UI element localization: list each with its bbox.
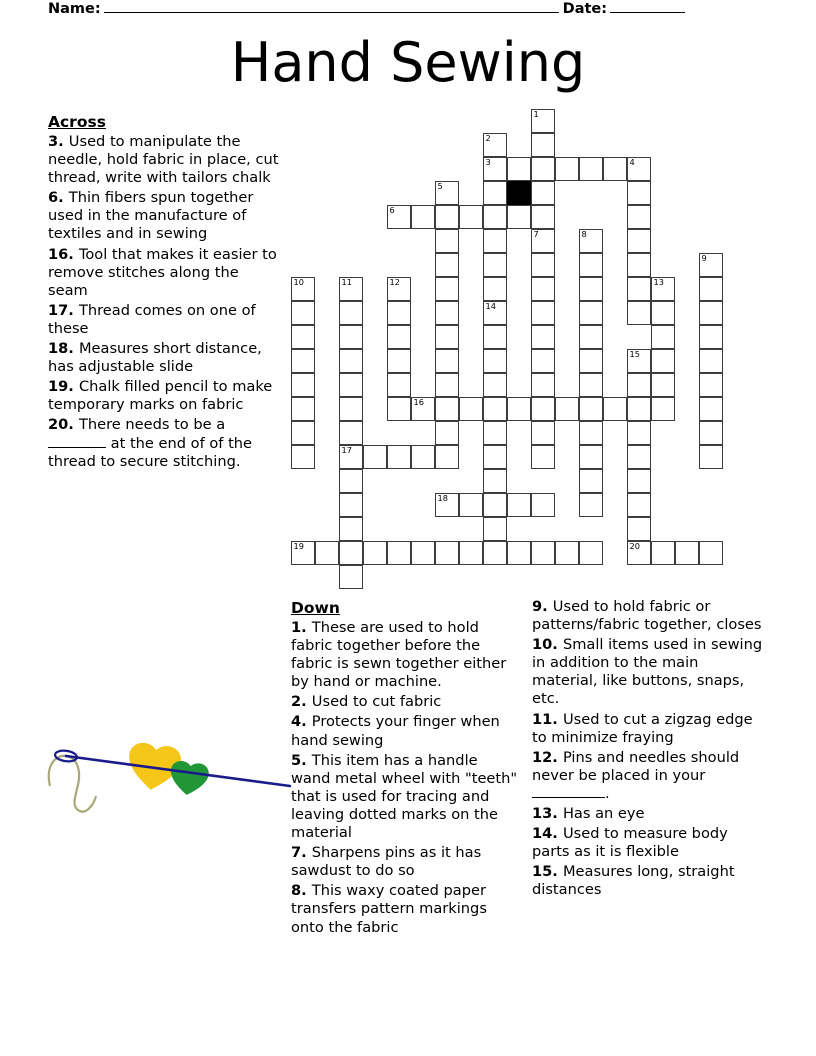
grid-cell[interactable] xyxy=(531,157,555,181)
name-blank-line[interactable] xyxy=(104,0,559,13)
grid-cell[interactable] xyxy=(579,301,603,325)
grid-cell[interactable] xyxy=(627,253,651,277)
clue-answer-blank[interactable] xyxy=(532,786,605,798)
grid-cell[interactable] xyxy=(627,493,651,517)
down-clue-5 xyxy=(291,752,521,842)
grid-cell[interactable] xyxy=(291,421,315,445)
grid-cell[interactable] xyxy=(291,373,315,397)
grid-cell[interactable] xyxy=(627,373,651,397)
grid-cell-number: 10 xyxy=(293,277,304,287)
grid-cell[interactable] xyxy=(339,517,363,541)
grid-cell[interactable] xyxy=(387,325,411,349)
grid-cell-number: 12 xyxy=(389,277,400,287)
grid-cell[interactable] xyxy=(579,277,603,301)
grid-cell[interactable] xyxy=(627,157,651,181)
grid-cell[interactable] xyxy=(507,205,531,229)
grid-cell[interactable] xyxy=(699,445,723,469)
grid-cell[interactable] xyxy=(339,325,363,349)
across-clue-16 xyxy=(48,246,280,300)
grid-cell[interactable] xyxy=(531,277,555,301)
grid-cell-number: 6 xyxy=(389,205,395,215)
grid-cell-number: 19 xyxy=(293,541,304,551)
grid-cell-number: 5 xyxy=(437,181,443,191)
grid-cell[interactable] xyxy=(531,421,555,445)
grid-cell[interactable] xyxy=(699,301,723,325)
grid-cell[interactable] xyxy=(651,277,675,301)
grid-cell[interactable] xyxy=(387,205,411,229)
clue-number: 20. xyxy=(48,416,79,434)
grid-cell[interactable] xyxy=(531,325,555,349)
down-clue-14 xyxy=(532,825,768,861)
clue-text: Used to measure body parts as it is flexible xyxy=(532,825,728,861)
grid-cell[interactable] xyxy=(531,133,555,157)
grid-cell[interactable] xyxy=(555,157,579,181)
grid-cell[interactable] xyxy=(363,445,387,469)
grid-cell[interactable] xyxy=(483,301,507,325)
grid-cell[interactable] xyxy=(411,445,435,469)
grid-cell[interactable] xyxy=(651,541,675,565)
grid-cell-number: 14 xyxy=(485,301,496,311)
down-clue-13 xyxy=(532,805,768,823)
down-clues-section-col2 xyxy=(532,598,768,902)
grid-cell[interactable] xyxy=(603,157,627,181)
grid-cell[interactable] xyxy=(579,349,603,373)
grid-cell[interactable] xyxy=(651,373,675,397)
grid-cell[interactable] xyxy=(627,349,651,373)
grid-cell[interactable] xyxy=(387,349,411,373)
grid-cell[interactable] xyxy=(627,517,651,541)
clue-text: There needs to be a xyxy=(78,416,226,434)
across-clues-section xyxy=(48,112,280,473)
grid-cell[interactable] xyxy=(579,445,603,469)
down-clue-11 xyxy=(532,711,768,747)
grid-cell[interactable] xyxy=(435,181,459,205)
grid-cell-number: 16 xyxy=(413,397,424,407)
needle-and-hearts-illustration xyxy=(44,726,294,838)
grid-cell[interactable] xyxy=(339,541,363,565)
down-clue-12 xyxy=(532,749,768,803)
clue-text: Used to cut fabric xyxy=(311,693,442,711)
grid-cell[interactable] xyxy=(435,421,459,445)
clue-number: 15. xyxy=(532,863,563,881)
grid-cell[interactable] xyxy=(291,445,315,469)
clue-number: 16. xyxy=(48,245,79,263)
grid-cell[interactable] xyxy=(627,205,651,229)
grid-cell[interactable] xyxy=(579,229,603,253)
grid-cell[interactable] xyxy=(483,373,507,397)
grid-cell[interactable] xyxy=(531,109,555,133)
grid-cell[interactable] xyxy=(531,229,555,253)
grid-cell[interactable] xyxy=(483,181,507,205)
clue-text: Thread comes on one of these xyxy=(48,301,256,337)
grid-cell[interactable] xyxy=(483,253,507,277)
grid-cell[interactable] xyxy=(507,493,531,517)
grid-cell-number: 2 xyxy=(485,133,491,143)
grid-cell-number: 20 xyxy=(629,541,640,551)
name-date-bar xyxy=(48,0,768,26)
grid-cell[interactable] xyxy=(531,397,555,421)
name-label: Name: xyxy=(48,1,101,17)
grid-cell[interactable] xyxy=(579,541,603,565)
grid-cell[interactable] xyxy=(627,397,651,421)
grid-cell[interactable] xyxy=(483,541,507,565)
grid-cell[interactable] xyxy=(483,349,507,373)
grid-cell[interactable] xyxy=(699,349,723,373)
grid-cell-number: 18 xyxy=(437,493,448,503)
clue-number: 3. xyxy=(48,133,69,150)
date-label: Date: xyxy=(562,1,608,17)
grid-cell[interactable] xyxy=(579,469,603,493)
down-clue-8 xyxy=(291,882,521,936)
down-clue-4 xyxy=(291,713,521,749)
grid-cell[interactable] xyxy=(579,397,603,421)
grid-cell[interactable] xyxy=(627,421,651,445)
grid-cell[interactable] xyxy=(435,445,459,469)
grid-cell[interactable] xyxy=(435,229,459,253)
page-title: Hand Sewing xyxy=(230,31,586,94)
grid-cell[interactable] xyxy=(483,445,507,469)
grid-cell[interactable] xyxy=(411,205,435,229)
grid-cell[interactable] xyxy=(579,157,603,181)
clue-number: 6. xyxy=(48,189,69,207)
grid-cell-number: 11 xyxy=(341,277,352,287)
grid-cell-number: 15 xyxy=(629,349,640,359)
clue-text: Chalk filled pencil to make temporary marks on fabric xyxy=(48,378,273,414)
clue-text-continued: . xyxy=(605,784,610,802)
grid-cell[interactable] xyxy=(627,301,651,325)
grid-cell[interactable] xyxy=(411,541,435,565)
grid-cell[interactable] xyxy=(579,253,603,277)
clue-number: 17. xyxy=(48,301,79,319)
grid-cell[interactable] xyxy=(435,541,459,565)
clue-text: Used to cut a zigzag edge to minimize fraying xyxy=(532,710,753,746)
grid-cell-number: 4 xyxy=(629,157,635,167)
down-clue-list-col2 xyxy=(532,598,768,900)
grid-cell[interactable] xyxy=(387,397,411,421)
grid-cell[interactable] xyxy=(531,253,555,277)
grid-cell[interactable] xyxy=(627,469,651,493)
grid-cell[interactable] xyxy=(507,397,531,421)
grid-cell[interactable] xyxy=(699,253,723,277)
grid-cell[interactable] xyxy=(291,397,315,421)
grid-cell[interactable] xyxy=(627,229,651,253)
grid-cell[interactable] xyxy=(507,157,531,181)
clue-number: 2. xyxy=(291,693,312,711)
grid-cell[interactable] xyxy=(483,469,507,493)
grid-cell[interactable] xyxy=(291,325,315,349)
grid-cell[interactable] xyxy=(339,421,363,445)
grid-cell[interactable] xyxy=(459,205,483,229)
clue-text-continued: at the end of of the thread to secure stitching. xyxy=(48,434,253,470)
grid-cell[interactable] xyxy=(555,541,579,565)
grid-cell-number: 7 xyxy=(533,229,539,239)
grid-cell[interactable] xyxy=(435,349,459,373)
grid-cell[interactable] xyxy=(531,493,555,517)
green-heart-icon xyxy=(168,760,210,798)
grid-cell[interactable] xyxy=(507,541,531,565)
grid-cell[interactable] xyxy=(699,277,723,301)
grid-cell[interactable] xyxy=(627,445,651,469)
across-clue-19 xyxy=(48,378,280,414)
clue-number: 18. xyxy=(48,340,79,358)
grid-cell[interactable] xyxy=(579,421,603,445)
grid-cell[interactable] xyxy=(339,397,363,421)
grid-cell[interactable] xyxy=(531,349,555,373)
grid-cell[interactable] xyxy=(531,373,555,397)
grid-cell[interactable] xyxy=(435,301,459,325)
clue-text: Thin fibers spun together used in the manufacture of textiles and in sewing xyxy=(48,189,254,243)
grid-cell[interactable] xyxy=(651,397,675,421)
clue-text: Pins and needles should never be placed in your xyxy=(532,748,740,784)
grid-cell[interactable] xyxy=(459,493,483,517)
grid-cell[interactable] xyxy=(627,181,651,205)
grid-cell[interactable] xyxy=(531,301,555,325)
grid-cell[interactable] xyxy=(291,301,315,325)
date-blank-line[interactable] xyxy=(610,0,685,13)
grid-cell[interactable] xyxy=(651,301,675,325)
grid-cell[interactable] xyxy=(459,541,483,565)
grid-cell[interactable] xyxy=(435,325,459,349)
grid-cell[interactable] xyxy=(483,397,507,421)
grid-cell[interactable] xyxy=(627,277,651,301)
grid-cell[interactable] xyxy=(531,541,555,565)
clue-text: Used to manipulate the needle, hold fabric in place, cut thread, write with tailors chalk xyxy=(48,133,279,187)
across-clue-6 xyxy=(48,189,280,243)
clue-number: 9. xyxy=(532,598,553,615)
clue-number: 14. xyxy=(532,825,563,843)
clue-text: Measures long, straight distances xyxy=(532,863,735,899)
clue-number: 11. xyxy=(532,710,563,728)
grid-cell[interactable] xyxy=(531,181,555,205)
grid-cell[interactable] xyxy=(699,325,723,349)
grid-cell[interactable] xyxy=(339,565,363,589)
grid-cell[interactable] xyxy=(435,253,459,277)
grid-cell[interactable] xyxy=(699,421,723,445)
across-clue-3 xyxy=(48,133,280,187)
grid-cell[interactable] xyxy=(483,325,507,349)
grid-cell-number: 1 xyxy=(533,109,539,119)
clue-number: 10. xyxy=(532,636,563,654)
grid-cell[interactable] xyxy=(339,301,363,325)
grid-cell[interactable] xyxy=(435,277,459,301)
grid-cell[interactable] xyxy=(483,205,507,229)
down-clue-2 xyxy=(291,693,521,711)
down-heading: Down xyxy=(291,599,340,617)
grid-cell[interactable] xyxy=(579,493,603,517)
grid-cell[interactable] xyxy=(387,541,411,565)
grid-cell[interactable] xyxy=(339,469,363,493)
grid-cell[interactable] xyxy=(339,277,363,301)
clue-text: Measures short distance, has adjustable slide xyxy=(48,340,262,376)
clue-number: 13. xyxy=(532,805,563,823)
grid-cell[interactable] xyxy=(483,421,507,445)
clue-number: 4. xyxy=(291,713,312,731)
grid-cell[interactable] xyxy=(651,325,675,349)
grid-cell[interactable] xyxy=(483,157,507,181)
grid-block-cell xyxy=(507,181,531,205)
clue-text: These are used to hold fabric together before the fabric is sewn together either by hand or machine. xyxy=(291,619,507,691)
grid-cell[interactable] xyxy=(387,301,411,325)
grid-cell[interactable] xyxy=(291,277,315,301)
grid-cell[interactable] xyxy=(339,445,363,469)
grid-cell[interactable] xyxy=(363,541,387,565)
grid-cell[interactable] xyxy=(651,349,675,373)
grid-cell[interactable] xyxy=(699,373,723,397)
grid-cell[interactable] xyxy=(483,493,507,517)
clue-number: 19. xyxy=(48,378,79,396)
grid-cell[interactable] xyxy=(699,541,723,565)
clue-text: Tool that makes it easier to remove stitches along the seam xyxy=(48,245,277,299)
down-clue-10 xyxy=(532,636,768,708)
grid-cell-number: 17 xyxy=(341,445,352,455)
clue-number: 1. xyxy=(291,619,312,636)
grid-cell[interactable] xyxy=(387,373,411,397)
grid-cell[interactable] xyxy=(387,277,411,301)
grid-cell-number: 3 xyxy=(485,157,491,167)
crossword-grid[interactable] xyxy=(291,109,747,589)
thread-path xyxy=(49,756,96,812)
grid-cell[interactable] xyxy=(291,541,315,565)
down-clues-section-col1 xyxy=(291,598,521,939)
across-clue-20 xyxy=(48,416,280,470)
grid-cell[interactable] xyxy=(339,493,363,517)
grid-cell[interactable] xyxy=(555,397,579,421)
clue-number: 7. xyxy=(291,844,312,862)
grid-cell[interactable] xyxy=(699,397,723,421)
clue-text: Used to hold fabric or patterns/fabric together, closes xyxy=(532,598,762,634)
clue-text: Small items used in sewing in addition to the main material, like buttons, snaps, etc. xyxy=(532,636,763,708)
grid-cell[interactable] xyxy=(483,517,507,541)
across-clue-17 xyxy=(48,302,280,338)
grid-cell[interactable] xyxy=(435,205,459,229)
down-clue-7 xyxy=(291,844,521,880)
clue-number: 8. xyxy=(291,882,312,900)
grid-cell[interactable] xyxy=(675,541,699,565)
grid-cell[interactable] xyxy=(411,397,435,421)
grid-cell[interactable] xyxy=(435,493,459,517)
across-heading: Across xyxy=(48,113,106,131)
grid-cell[interactable] xyxy=(579,373,603,397)
clue-text: This waxy coated paper transfers pattern markings onto the fabric xyxy=(291,882,487,936)
clue-text: Has an eye xyxy=(562,805,645,823)
down-clue-list-col1 xyxy=(291,619,521,937)
grid-cell[interactable] xyxy=(435,373,459,397)
across-clue-18 xyxy=(48,340,280,376)
grid-cell[interactable] xyxy=(483,229,507,253)
grid-cell[interactable] xyxy=(483,133,507,157)
grid-cell[interactable] xyxy=(435,397,459,421)
grid-cell[interactable] xyxy=(483,277,507,301)
clue-answer-blank[interactable] xyxy=(48,436,106,448)
grid-cell[interactable] xyxy=(627,541,651,565)
grid-cell[interactable] xyxy=(459,397,483,421)
grid-cell-number: 9 xyxy=(701,253,707,263)
clue-number: 12. xyxy=(532,748,563,766)
grid-cell-number: 13 xyxy=(653,277,664,287)
grid-cell[interactable] xyxy=(603,397,627,421)
clue-number: 5. xyxy=(291,751,312,769)
grid-cell[interactable] xyxy=(339,373,363,397)
grid-cell[interactable] xyxy=(315,541,339,565)
grid-cell-number: 8 xyxy=(581,229,587,239)
grid-cell[interactable] xyxy=(291,349,315,373)
down-clue-9 xyxy=(532,598,768,634)
down-clue-1 xyxy=(291,619,521,691)
grid-cell[interactable] xyxy=(579,325,603,349)
grid-cell[interactable] xyxy=(387,445,411,469)
grid-cell[interactable] xyxy=(339,349,363,373)
across-clue-list xyxy=(48,133,280,471)
clue-text: Protects your finger when hand sewing xyxy=(291,713,500,749)
clue-text: Sharpens pins as it has sawdust to do so xyxy=(291,844,482,880)
clue-text: This item has a handle wand metal wheel with "teeth" that is used for tracing and leaving dotted marks on the material xyxy=(291,751,518,842)
grid-cell[interactable] xyxy=(531,205,555,229)
down-clue-15 xyxy=(532,863,768,899)
grid-cell[interactable] xyxy=(531,445,555,469)
